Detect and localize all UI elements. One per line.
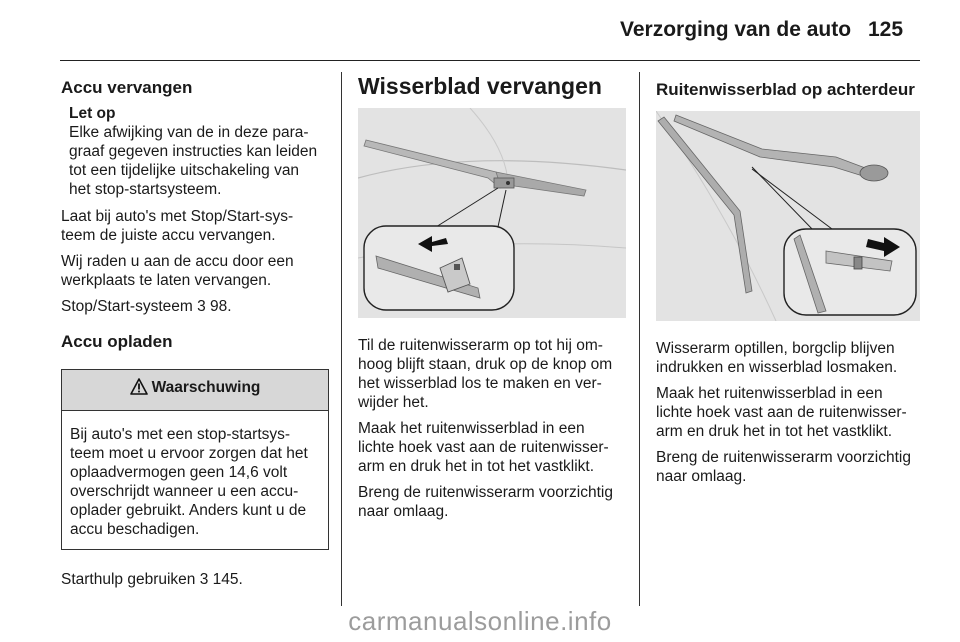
- text-line: werkplaats te laten vervangen.: [61, 272, 272, 289]
- note-block: [61, 104, 329, 199]
- reference-arrow-icon: 3: [199, 571, 209, 588]
- text-line: Breng de ruitenwisserarm voorzichtig: [358, 484, 613, 501]
- note-line: tot een tijdelijke uitschakeling van: [69, 162, 300, 179]
- text-line: Wij raden u aan de accu door een: [61, 253, 294, 270]
- reference-text: Stop/Start-systeem: [61, 298, 193, 315]
- text-line: naar omlaag.: [358, 503, 449, 520]
- column-divider: [639, 72, 640, 606]
- watermark: carmanualsonline.info: [348, 606, 612, 636]
- warning-line: oplader gebruikt. Anders kunt u de: [70, 502, 307, 519]
- warning-header: [62, 370, 328, 411]
- warning-triangle-icon: [130, 378, 148, 400]
- text-line: lichte hoek vast aan de ruitenwisser-: [656, 404, 907, 421]
- note-line: Elke afwijking van de in deze para-: [69, 124, 309, 141]
- column-battery: [61, 72, 329, 596]
- warning-body: [62, 411, 328, 549]
- cross-reference-jumpstart[interactable]: [61, 570, 329, 589]
- note-title: Let op: [69, 105, 116, 122]
- text-line: arm en druk het in tot het vastklikt.: [656, 423, 893, 440]
- reference-page: 98.: [210, 298, 232, 315]
- paragraph: [61, 252, 329, 290]
- text-line: Maak het ruitenwisserblad in een: [358, 420, 585, 437]
- note-line: graaf gegeven instructies kan leiden: [69, 143, 318, 160]
- reference-page: 145.: [212, 571, 243, 588]
- warning-line: teem moet u ervoor zorgen dat het: [70, 445, 308, 462]
- heading-rear-wiper: Ruitenwisserblad op achterdeur: [656, 80, 915, 99]
- column-rear-wiper: [656, 72, 926, 493]
- column-wiper-blade: [358, 72, 626, 528]
- heading-battery-charge: Accu opladen: [61, 332, 173, 351]
- heading-wiper-blade: Wisserblad vervangen: [358, 73, 602, 99]
- paragraph: [358, 483, 626, 521]
- text-line: lichte hoek vast aan de ruitenwisser-: [358, 439, 609, 456]
- text-line: indrukken en wisserblad losmaken.: [656, 359, 898, 376]
- text-line: naar omlaag.: [656, 468, 747, 485]
- note-text: [69, 123, 329, 199]
- warning-title: Waarschuwing: [151, 379, 261, 396]
- reference-text: Starthulp gebruiken: [61, 571, 196, 588]
- text-line: Maak het ruitenwisserblad in een: [656, 385, 883, 402]
- paragraph: [656, 384, 926, 441]
- warning-line: accu beschadigen.: [70, 521, 200, 538]
- text-line: teem de juiste accu vervangen.: [61, 227, 276, 244]
- text-line: wijder het.: [358, 394, 429, 411]
- page-number: 125: [868, 18, 904, 41]
- paragraph: [656, 448, 926, 486]
- paragraph: [358, 419, 626, 476]
- warning-line: overschrijdt wanneer u een accu-: [70, 483, 299, 500]
- paragraph: [656, 339, 926, 377]
- text-line: Til de ruitenwisserarm op tot hij om-: [358, 337, 603, 354]
- text-line: Breng de ruitenwisserarm voorzichtig: [656, 449, 911, 466]
- cross-reference-stopstart[interactable]: [61, 297, 329, 316]
- text-line: arm en druk het in tot het vastklikt.: [358, 458, 595, 475]
- note-line: het stop-startsysteem.: [69, 181, 222, 198]
- warning-box: [61, 369, 329, 550]
- warning-line: oplaadvermogen geen 14,6 volt: [70, 464, 288, 481]
- warning-line: Bij auto's met een stop-startsys-: [70, 426, 291, 443]
- text-line: hoog blijft staan, druk op de knop om: [358, 356, 613, 373]
- text-line: Laat bij auto's met Stop/Start-sys-: [61, 208, 294, 225]
- header-divider: [60, 60, 920, 61]
- rear-wiper-illustration: [656, 111, 920, 321]
- page-header-title: Verzorging van de auto: [620, 18, 852, 41]
- column-divider: [341, 72, 342, 606]
- text-line: het wisserblad los te maken en ver-: [358, 375, 602, 392]
- heading-battery-replace: Accu vervangen: [61, 78, 193, 97]
- text-line: Wisserarm optillen, borgclip blijven: [656, 340, 895, 357]
- paragraph: [61, 207, 329, 245]
- reference-arrow-icon: 3: [197, 298, 206, 315]
- paragraph: [358, 336, 626, 412]
- wiper-blade-illustration: [358, 108, 626, 318]
